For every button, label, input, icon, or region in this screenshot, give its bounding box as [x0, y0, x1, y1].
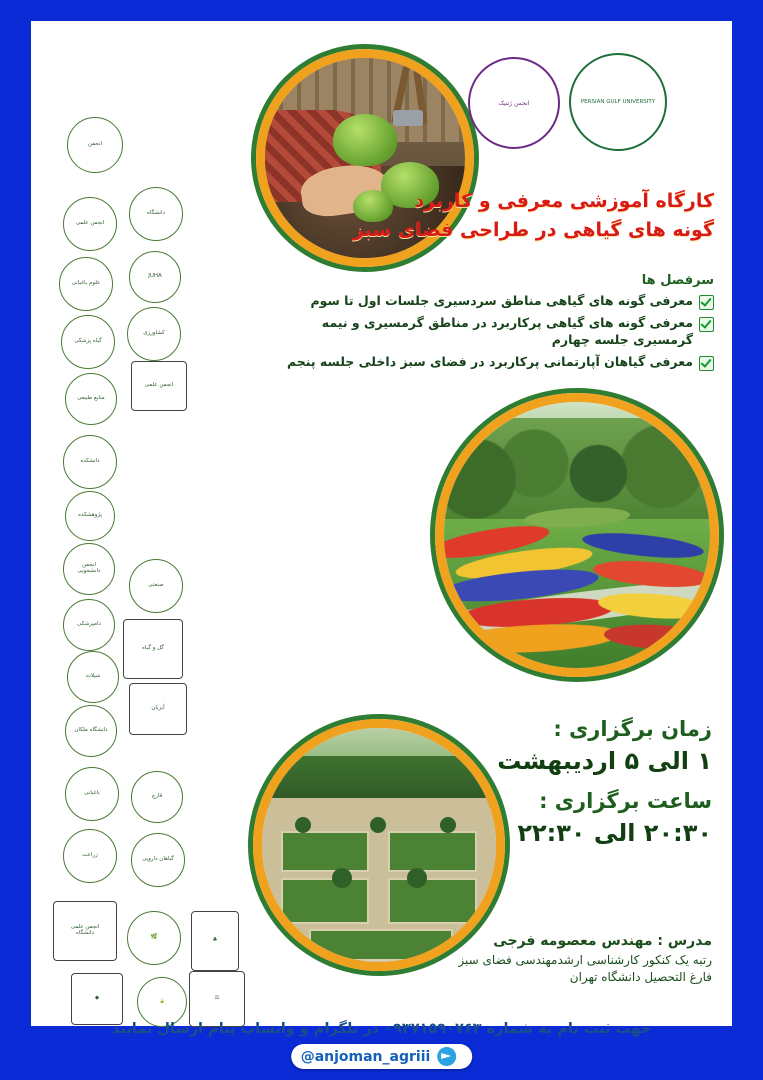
sponsor-logo — [189, 971, 245, 1027]
sponsor-logo — [131, 833, 185, 887]
time-label: ساعت برگزاری : — [539, 789, 712, 813]
sponsor-logo-label: پژوهشکده — [78, 512, 102, 519]
instructor-info — [282, 933, 712, 984]
syllabus-list — [264, 293, 714, 376]
sponsor-logo-label: انجمن علمی — [144, 382, 174, 389]
sponsor-logo — [129, 251, 181, 303]
sponsor-logo-label: انجمن دانشجویی — [77, 562, 101, 574]
sponsor-logo-label: ◆ — [94, 995, 100, 1002]
sponsor-logo — [131, 771, 183, 823]
instructor-credential-1: رتبه یک کنکور کارشناسی ارشدمهندسی فضای سبز — [458, 953, 712, 967]
sponsor-logo-label: دانشکده — [80, 458, 100, 465]
tulip-park-landscape-photo — [435, 393, 719, 677]
check-icon — [699, 356, 714, 371]
list-item — [264, 293, 714, 310]
check-icon — [699, 317, 714, 332]
sponsor-logo-column — [31, 21, 243, 1041]
sponsor-logo-label: گیاه پزشکی — [74, 338, 102, 345]
event-info — [282, 711, 712, 861]
list-item-label: معرفی گونه های گیاهی مناطق سردسیری جلسات اول تا سوم — [310, 293, 693, 308]
sponsor-logo — [59, 257, 113, 311]
sponsor-logo-label: علوم باغبانی — [71, 280, 101, 287]
sponsor-logo — [129, 187, 183, 241]
date-label: زمان برگزاری : — [553, 717, 712, 741]
sponsor-logo-label: قارچ — [151, 793, 163, 800]
sponsor-logo — [53, 901, 117, 961]
sponsor-logo-label: JUHA — [148, 273, 162, 280]
sponsor-logo-label: انجمن علمی دانشگاه — [70, 924, 100, 936]
sponsor-logo — [129, 683, 187, 735]
persian-gulf-seal-label: PERSIAN GULF UNIVERSITY — [580, 99, 656, 105]
poster-sheet — [31, 21, 732, 1041]
instructor-name: مدرس : مهندس معصومه فرجی — [493, 933, 712, 949]
sponsor-logo — [65, 373, 117, 425]
list-item — [264, 315, 714, 349]
sponsor-logo — [137, 977, 187, 1027]
sponsor-logo — [63, 435, 117, 489]
sponsor-logo — [65, 767, 119, 821]
leaf-icon: 🌿 — [150, 934, 158, 941]
telegram-handle-label: @anjoman_agriii — [300, 1048, 431, 1065]
list-item — [264, 354, 714, 371]
sponsor-logo-label: دانشگاه — [147, 210, 166, 217]
sponsor-logo-label: ♣ — [212, 937, 218, 944]
sponsor-logo — [67, 117, 123, 173]
sponsor-logo-label: زراعت — [82, 852, 98, 859]
sponsor-logo — [63, 829, 117, 883]
sponsor-logo-label: کشاورزی — [143, 330, 165, 337]
title-line-1: کارگاه آموزشی معرفی و کاربرد — [414, 190, 714, 212]
check-icon — [699, 295, 714, 310]
sponsor-logo-label: صنعتی — [148, 582, 164, 589]
registration-note: جهت ثبت نام به شماره ۰۹۳۷۱۵۹۰۷۶۳ در تلگرام و واتساپ پیام ارسال نمایید — [112, 1021, 651, 1037]
sponsor-logo-label: انجمن — [88, 141, 102, 148]
sponsor-logo — [65, 491, 115, 541]
sponsor-logo — [63, 543, 115, 595]
sponsor-logo — [65, 705, 117, 757]
title-line-2: گونه های گیاهی در طراحی فضای سبز — [352, 218, 714, 241]
sponsor-logo — [127, 911, 181, 965]
sponsor-logo-label: گل و گیاه — [142, 645, 164, 652]
sponsor-logo-label: ⚖ — [214, 995, 220, 1002]
sponsor-logo-label: انجمن علمی — [75, 220, 105, 227]
sponsor-logo — [123, 619, 183, 679]
sponsor-logo — [63, 197, 117, 251]
sponsor-logo — [127, 307, 181, 361]
sponsor-logo — [71, 973, 123, 1025]
instructor-credential-2: فارغ التحصیل دانشگاه تهران — [569, 970, 712, 984]
sponsor-logo — [61, 315, 115, 369]
sponsor-logo-label: گیاهان دارویی — [142, 856, 174, 863]
sponsor-logo-label: منابع طبیعی — [77, 395, 105, 402]
genetics-department-seal — [468, 57, 560, 149]
sponsor-logo-label: دانشگاه ملکان — [74, 727, 108, 734]
telegram-handle-badge[interactable] — [291, 1044, 473, 1069]
telegram-icon — [437, 1047, 456, 1066]
sponsor-logo — [67, 651, 119, 703]
sponsor-logo — [129, 559, 183, 613]
sponsor-logo-label: دامپزشکی — [77, 621, 101, 628]
syllabus-heading: سرفصل ها — [641, 273, 714, 288]
genetics-seal-label: انجمن ژنتیک — [498, 99, 530, 107]
leaf-icon: 🍃 — [158, 998, 166, 1005]
sponsor-logo-label: باغبانی — [84, 790, 100, 797]
sponsor-logo — [191, 911, 239, 971]
sponsor-logo — [63, 599, 115, 651]
list-item-label: معرفی گیاهان آپارتمانی پرکاربرد در فضای سبز داخلی جلسه پنجم — [286, 353, 693, 369]
time-value: ۲۰:۳۰ الی ۲۲:۳۰ — [517, 819, 712, 847]
page-title — [284, 187, 714, 244]
sponsor-logo — [131, 361, 187, 411]
list-item-label: معرفی گونه های گیاهی پرکاربرد در مناطق گرمسیری و نیمه گرمسیری جلسه چهارم — [321, 315, 693, 347]
sponsor-logo-label: شیلات — [85, 673, 101, 680]
date-value: ۱ الی ۵ اردیبهشت — [497, 747, 712, 775]
persian-gulf-university-seal — [569, 53, 667, 151]
sponsor-logo-label: آبزیان — [151, 705, 165, 712]
